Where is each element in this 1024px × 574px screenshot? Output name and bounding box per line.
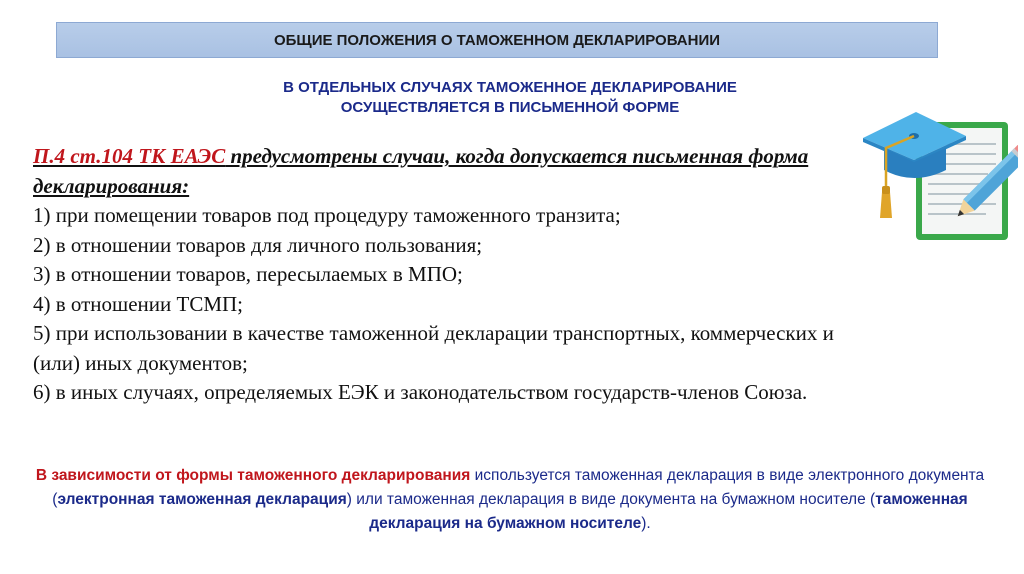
list-item: 6) в иных случаях, определяемых ЕЭК и законодательством государств-членов Союза. [33,380,808,404]
bottom-text-3: ). [641,515,651,532]
list-item: 4) в отношении ТСМП; [33,291,244,316]
bottom-term-electronic: электронная таможенная декларация [57,491,347,508]
intro-legal-reference: П.4 ст.104 ТК ЕАЭС [33,144,226,168]
slide-subtitle [130,78,890,118]
intro-rest: предусмотрены случаи, когда допускается письменная форма декларирования: [33,144,809,198]
bottom-term-paper: таможенная декларация на бумажном носителе [369,491,968,532]
list-item: 5) при использовании в качестве таможенной декларации транспортных, коммерческих и (или) иных документов; [33,321,834,375]
list-item: 1) при помещении товаров под процедуру таможенного транзита; [33,203,621,227]
subtitle-line-1: В ОТДЕЛЬНЫХ СЛУЧАЯХ ТАМОЖЕННОЕ ДЕКЛАРИРОВАНИЕ [283,79,737,96]
slide-title: ОБЩИЕ ПОЛОЖЕНИЯ О ТАМОЖЕННОМ ДЕКЛАРИРОВАНИИ [56,22,938,58]
bottom-lead: В зависимости от формы таможенного декларирования [35,467,471,484]
subtitle-line-2: ОСУЩЕСТВЛЯЕТСЯ В ПИСЬМЕННОЙ ФОРМЕ [340,99,680,116]
bottom-paragraph [22,464,998,536]
list-item: 3) в отношении товаров, пересылаемых в МПО; [33,262,463,286]
bottom-text-1: используется таможенная декларация в виде электронного документа ( [52,467,985,508]
main-text [33,142,863,408]
bottom-text-2: ) или таможенная декларация в виде документа на бумажном носителе ( [346,491,876,508]
list-item: 2) в отношении товаров для личного пользования; [33,232,483,257]
graduation-cap-document-pencil-icon [858,100,1018,250]
intro-statement [33,144,808,198]
